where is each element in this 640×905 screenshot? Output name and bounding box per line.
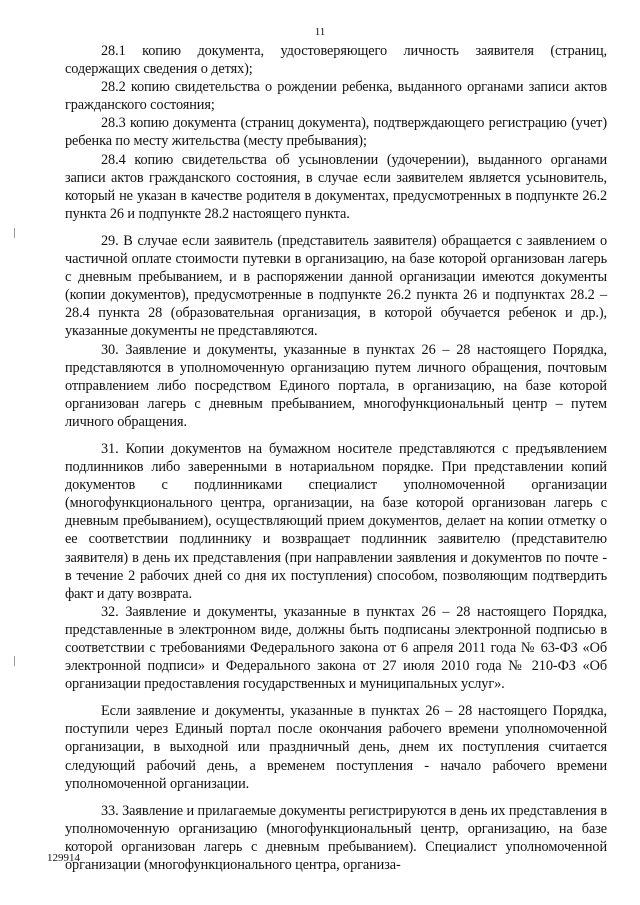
paragraph-28-3: 28.3 копию документа (страниц документа), подтверждающего регистрацию (учет) ребенка по месту жительства (месту пребывания); bbox=[65, 115, 607, 150]
paragraph-29: 29. В случае если заявитель (представитель заявителя) обращается с заявлением о частичной оплате стоимости путевки в организацию, на базе которой организован лагерь с дневным пребыванием, и в распоряжении данной организации имеются документы (копии документов), предусмотренные в подпункте 26.2 пункта 26 и подпунктах 28.2 – 28.4 пункта 28 (образовательная организация, в которой обучается ребенок и др.), указанные документы не представляются. bbox=[65, 232, 607, 340]
page-number: 11 bbox=[314, 26, 326, 38]
paragraph-28-4: 28.4 копию свидетельства об усыновлении (удочерении), выданного органами записи актов гражданского состояния, в случае если заявителем является усыновитель, который не указан в качестве родителя в документах, предусмотренных в подпункте 26.2 пункта 26 и подпункте 28.2 настоящего пункта. bbox=[65, 151, 607, 222]
margin-mark-top bbox=[14, 228, 15, 238]
document-body bbox=[65, 42, 607, 874]
document-code: 129914 bbox=[47, 852, 80, 864]
paragraph-28-1: 28.1 копию документа, удостоверяющего личность заявителя (страниц, содержащих сведения о детях); bbox=[65, 43, 607, 78]
margin-mark-bottom bbox=[14, 656, 15, 666]
paragraph-32: 32. Заявление и документы, указанные в пунктах 26 – 28 настоящего Порядка, представленные в электронном виде, должны быть подписаны электронной подписью в соответствии с требованиями Федерального закона от 6 апреля 2011 года № 63-ФЗ «Об электронной подписи» и Федерального закона от 27 июля 2010 года № 210-ФЗ «Об организации предоставления государственных и муниципальных услуг». bbox=[65, 603, 607, 693]
paragraph-28-2: 28.2 копию свидетельства о рождении ребенка, выданного органами записи актов гражданского состояния; bbox=[65, 79, 607, 114]
paragraph-33: 33. Заявление и прилагаемые документы регистрируются в день их представления в уполномоченную организацию (многофункциональный центр, организацию, на базе которой организован лагерь с дневным пребыванием). Специалист уполномоченной организации (многофункционального центра, организа- bbox=[65, 802, 607, 874]
paragraph-30: 30. Заявление и документы, указанные в пунктах 26 – 28 настоящего Порядка, представляются в уполномоченную организацию путем личного обращения, почтовым отправлением либо посредством Единого портала, в организацию, на базе которой организован лагерь с дневным пребыванием, многофункциональный центр – путем личного обращения. bbox=[65, 341, 607, 430]
paragraph-31: 31. Копии документов на бумажном носителе представляются с предъявлением подлинников либо заверенными в нотариальном порядке. При представлении копий документов с подлинниками специалист уполномоченной организации (многофункционального центра, организации, на базе которой организован лагерь с дневным пребыванием), осуществляющий прием документов, делает на копии отметку о ее соответствии подлиннику и возвращает подлинник заявителю (представителю заявителя) в день их представления (при направлении заявления и документов по почте - в течение 2 рабочих дней со дня их поступления) способом, позволяющим подтвердить факт и дату возврата. bbox=[65, 440, 607, 602]
paragraph-32-continued: Если заявление и документы, указанные в пунктах 26 – 28 настоящего Порядка, поступили через Единый портал после окончания рабочего времени уполномоченной организации, в выходной или праздничный день, днем их поступления считается следующий рабочий день, а временем поступления - начало рабочего времени уполномоченной организации. bbox=[65, 703, 607, 792]
